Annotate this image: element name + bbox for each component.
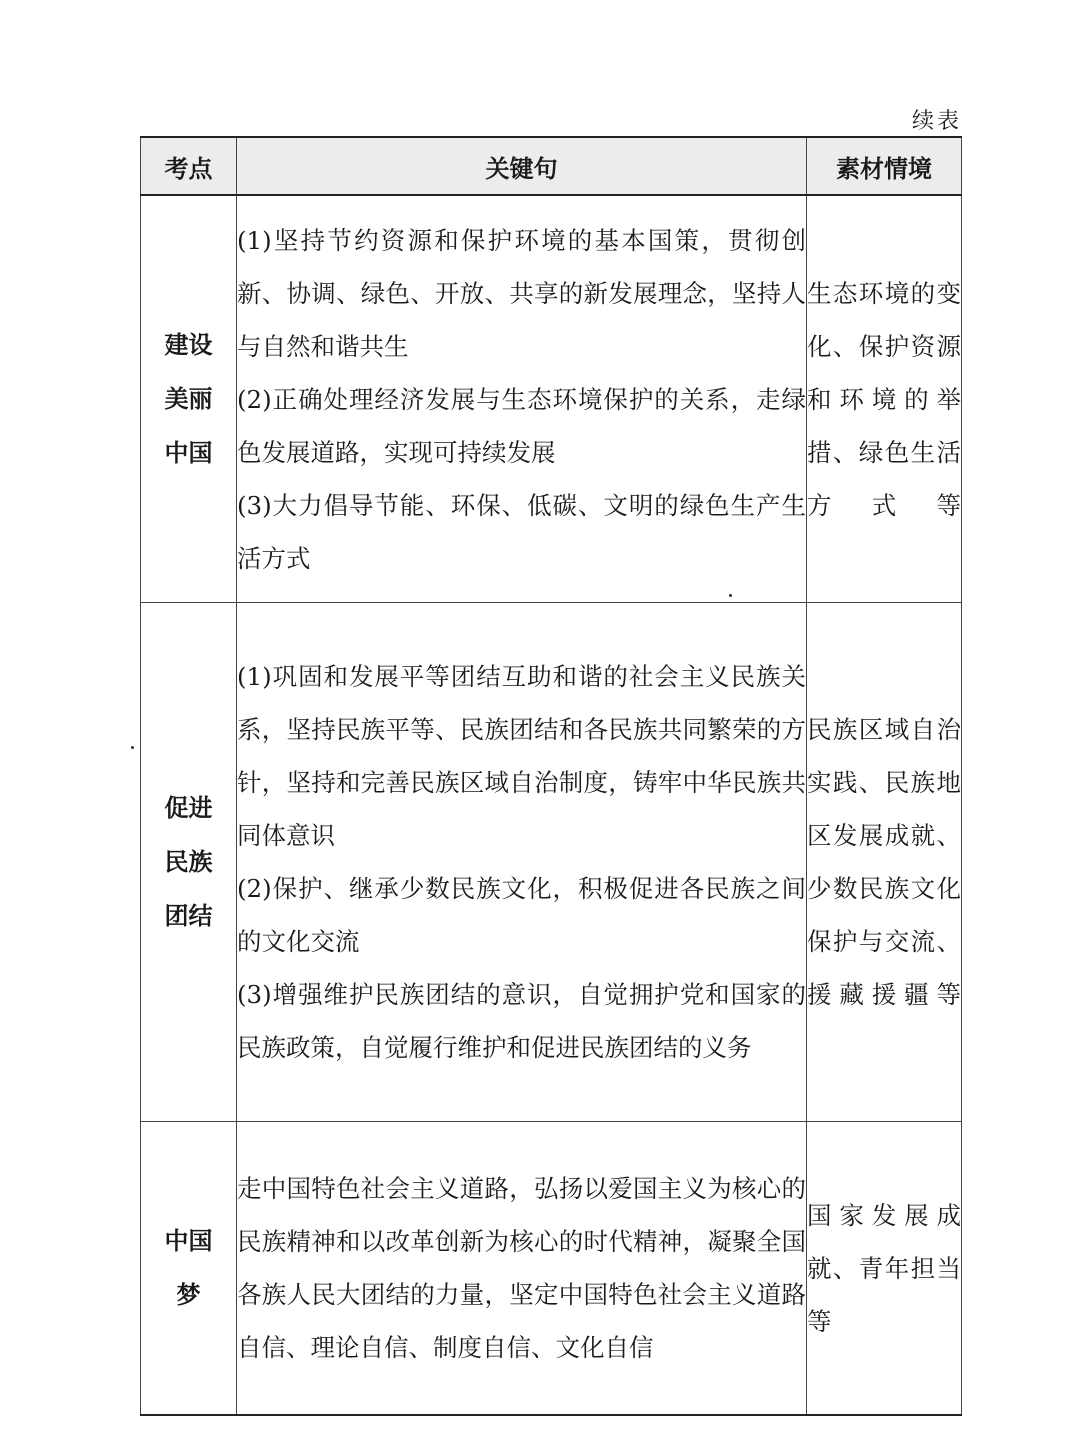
table-header-row	[141, 137, 962, 195]
key-sentences-cell	[237, 195, 807, 603]
key-sentences-cell	[237, 1122, 807, 1416]
key-sentence: (1)巩固和发展平等团结互助和谐的社会主义民族关系，坚持民族平等、民族团结和各民族共同繁荣的方针，坚持和完善民族区域自治制度，铸牢中华民族共同体意识	[237, 662, 806, 850]
table-row	[141, 195, 962, 603]
header-exam-point: 考点	[141, 137, 237, 195]
header-key-sentences: 关键句	[237, 137, 807, 195]
material-context-cell: 民族区域自治实践、民族地区发展成就、少数民族文化保护与交流、援藏援疆等	[807, 603, 962, 1122]
exam-point-cell	[141, 1122, 237, 1416]
key-sentence: 走中国特色社会主义道路，弘扬以爱国主义为核心的民族精神和以改革创新为核心的时代精神，凝聚全国各族人民大团结的力量，坚定中国特色社会主义道路自信、理论自信、制度自信、文化自信	[237, 1174, 806, 1362]
exam-point: 建设美丽中国	[164, 331, 213, 467]
key-sentence: (2)保护、继承少数民族文化，积极促进各民族之间的文化交流	[237, 874, 806, 956]
key-sentence: (3)增强维护民族团结的意识，自觉拥护党和国家的民族政策，自觉履行维护和促进民族团结的义务	[237, 980, 806, 1062]
material-context-cell: 国家发展成就、青年担当等	[807, 1122, 962, 1416]
exam-point: 促进民族团结	[164, 794, 213, 930]
key-points-table	[140, 136, 962, 1416]
exam-point: 中国梦	[164, 1227, 213, 1309]
exam-point-cell	[141, 603, 237, 1122]
header-material-context: 素材情境	[807, 137, 962, 195]
key-sentences-cell	[237, 603, 807, 1122]
exam-point-cell	[141, 195, 237, 603]
table-row	[141, 603, 962, 1122]
table-row	[141, 1122, 962, 1416]
key-sentence: (1)坚持节约资源和保护环境的基本国策，贯彻创新、协调、绿色、开放、共享的新发展理念，坚持人与自然和谐共生	[237, 225, 806, 361]
continued-label: 续表	[912, 109, 963, 134]
stray-dot	[131, 746, 134, 749]
key-sentence: (2)正确处理经济发展与生态环境保护的关系，走绿色发展道路，实现可持续发展	[237, 384, 806, 467]
key-sentence: (3)大力倡导节能、环保、低碳、文明的绿色生产生活方式	[237, 490, 806, 573]
material-context-cell: 生态环境的变化、保护资源和环境的举措、绿色生活方式等	[807, 195, 962, 603]
